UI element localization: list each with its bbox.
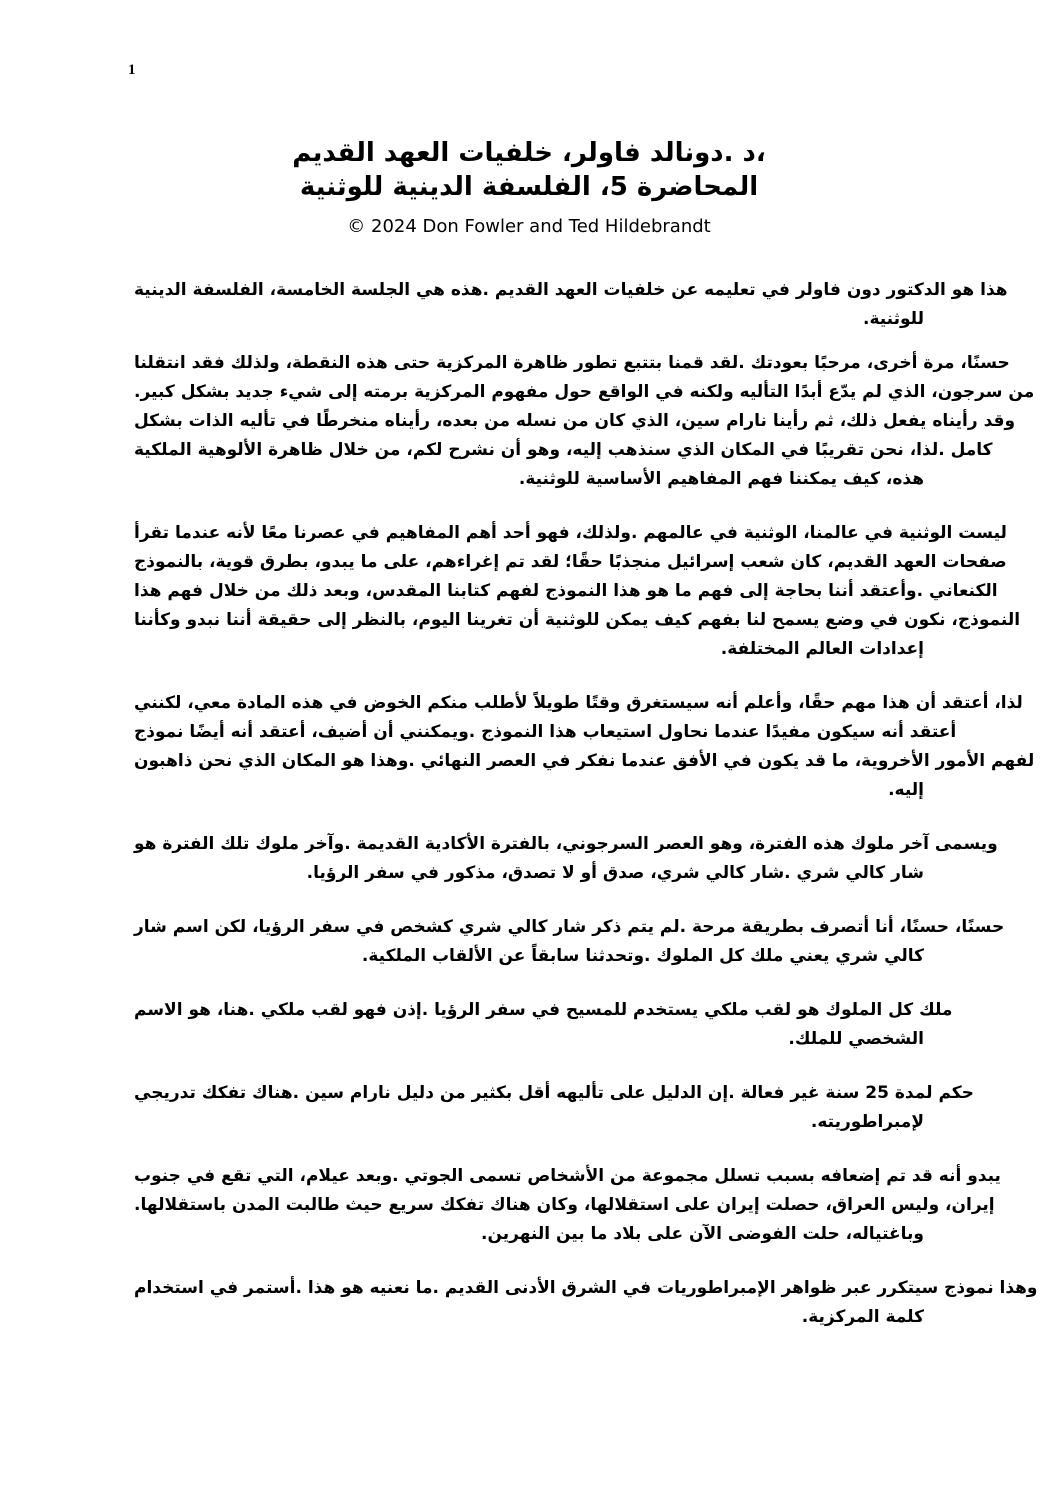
paragraph-line: .الشخصي للملك xyxy=(788,1029,924,1049)
paragraph xyxy=(134,1079,974,1137)
paragraph-line: ويسمى آخر ملوك هذه الفترة، وهو العصر السرجوني، بالفترة الأكادية القديمة .وآخر ملوك تلك الفترة هو xyxy=(134,834,998,854)
paragraph-line: .وباغتياله، حلت الفوضى الآن على بلاد ما بين النهرين xyxy=(480,1224,924,1244)
paragraph-line: الكنعاني .وأعتقد أننا بحاجة إلى فهم ما هو هذا النموذج لفهم كتابنا المقدس، وبعد ذلك من خلال فهم هذا xyxy=(134,581,998,601)
paragraph xyxy=(134,1274,1038,1332)
paragraph xyxy=(134,349,1035,494)
paragraph-line: لذا، أعتقد أن هذا مهم حقًا، وأعلم أنه سيستغرق وقتًا طويلاً لأطلب منكم الخوض في هذه المادة معي، لكنني xyxy=(134,693,1023,713)
paragraph-line: وهذا نموذج سيتكرر عبر ظواهر الإمبراطوريات في الشرق الأدنى القديم .ما نعنيه هو هذا .أستمر في استخدام xyxy=(134,1278,1038,1298)
paragraph-line: ليست الوثنية في عالمنا، الوثنية في عالمهم .ولذلك، فهو أحد أهم المفاهيم في عصرنا معًا لأنه عندما تقرأ xyxy=(134,523,1007,543)
paragraph xyxy=(134,689,1035,805)
paragraph-line: حكم لمدة 25 سنة غير فعالة .إن الدليل على تأليهه أقل بكثير من دليل نارام سين .هناك تفكك تدريجي xyxy=(134,1083,974,1103)
paragraph-line: أعتقد أنه سيكون مفيدًا عندما نحاول استيعاب هذا النموذج .ويمكنني أن أضيف، أعتقد أنه أيضًا نموذج xyxy=(134,722,957,742)
paragraph-line: حسنًا، مرة أخرى، مرحبًا بعودتك .لقد قمنا بتتبع تطور ظاهرة المركزية حتى هذه النقطة، ولذلك فقد انتقلنا xyxy=(134,353,1010,373)
paragraph-line: كامل .لذا، نحن تقريبًا في المكان الذي سنذهب إليه، وهو أن نشرح لكم، من خلال ظاهرة الألوهية الملكية xyxy=(134,440,993,460)
paragraph-line: .من سرجون، الذي لم يدّع أبدًا التأليه ولكنه في الواقع حول مفهوم المركزية برمته إلى شيء جديد بشكل كبير xyxy=(134,382,1035,402)
paragraph-line: .إيران، وليس العراق، حصلت إيران على استقلالها، وكان هناك تفكك سريع حيث طالبت المدن باستقلالها xyxy=(134,1195,995,1215)
paragraph-line: وقد رأيناه يفعل ذلك، ثم رأينا نارام سين، الذي كان من نسله من بعده، رأيناه منخرطًا في تأليه الذات بشكل xyxy=(134,411,1016,431)
paragraph-line: .هذه، كيف يمكننا فهم المفاهيم الأساسية للوثنية xyxy=(518,469,924,489)
paragraph xyxy=(134,996,953,1054)
paragraph-line: النموذج، نكون في وضع يسمح لنا بفهم كيف يمكن للوثنية أن تغرينا اليوم، بالنظر إلى حقيقة أننا نبدو وكأننا xyxy=(134,610,1021,630)
paragraph-line: ملك كل الملوك هو لقب ملكي يستخدم للمسيح في سفر الرؤيا .إذن فهو لقب ملكي .هنا، هو الاسم xyxy=(134,1000,953,1020)
copyright-notice: © 2024 Don Fowler and Ted Hildebrandt xyxy=(347,216,711,237)
paragraph-line: .للوثنية xyxy=(862,309,924,329)
paragraph-line: صفحات العهد القديم، كان شعب إسرائيل منجذبًا حقًا؛ لقد تم إغراءهم، على ما يبدو، بطرق قوية، بالنموذج xyxy=(134,552,1007,572)
paragraph-line: يبدو أنه قد تم إضعافه بسبب تسلل مجموعة من الأشخاص تسمى الجوتي .وبعد عيلام، التي تقع في جنوب xyxy=(134,1166,1001,1186)
paragraph-line: .كلمة المركزية xyxy=(801,1307,924,1327)
paragraph-line: .إعدادات العالم المختلفة xyxy=(720,639,924,659)
paragraph-line: .شار كالي شري .شار كالي شري، صدق أو لا تصدق، مذكور في سفر الرؤيا xyxy=(306,863,924,883)
document-body xyxy=(134,276,1038,1357)
paragraph-line: .لإمبراطوريته xyxy=(810,1112,924,1132)
document-title xyxy=(0,136,1058,204)
paragraph xyxy=(134,519,1021,664)
paragraph-line: لفهم الأمور الأخروية، ما قد يكون في الأفق عندما نفكر في العصر النهائي .وهذا هو المكان الذي نحن ذاهبون xyxy=(134,751,1035,771)
paragraph xyxy=(134,1162,1001,1249)
title-line: د .دونالد فاولر، خلفيات العهد القديم، xyxy=(292,138,766,168)
page-number: 1 xyxy=(128,62,136,78)
paragraph-line: حسنًا، حسنًا، أنا أتصرف بطريقة مرحة .لم يتم ذكر شار كالي شري كشخص في سفر الرؤيا، لكن اسم شار xyxy=(134,917,1005,937)
title-line: المحاضرة 5، الفلسفة الدينية للوثنية xyxy=(299,172,759,202)
paragraph xyxy=(134,913,1005,971)
paragraph-line: .إليه xyxy=(888,780,924,800)
paragraph-line: .كالي شري يعني ملك كل الملوك .وتحدثنا سابقاً عن الألقاب الملكية xyxy=(361,946,924,966)
paragraph xyxy=(134,276,1008,334)
paragraph-line: هذا هو الدكتور دون فاولر في تعليمه عن خلفيات العهد القديم .هذه هي الجلسة الخامسة، الفلسفة الدينية xyxy=(134,280,1008,300)
paragraph xyxy=(134,830,998,888)
